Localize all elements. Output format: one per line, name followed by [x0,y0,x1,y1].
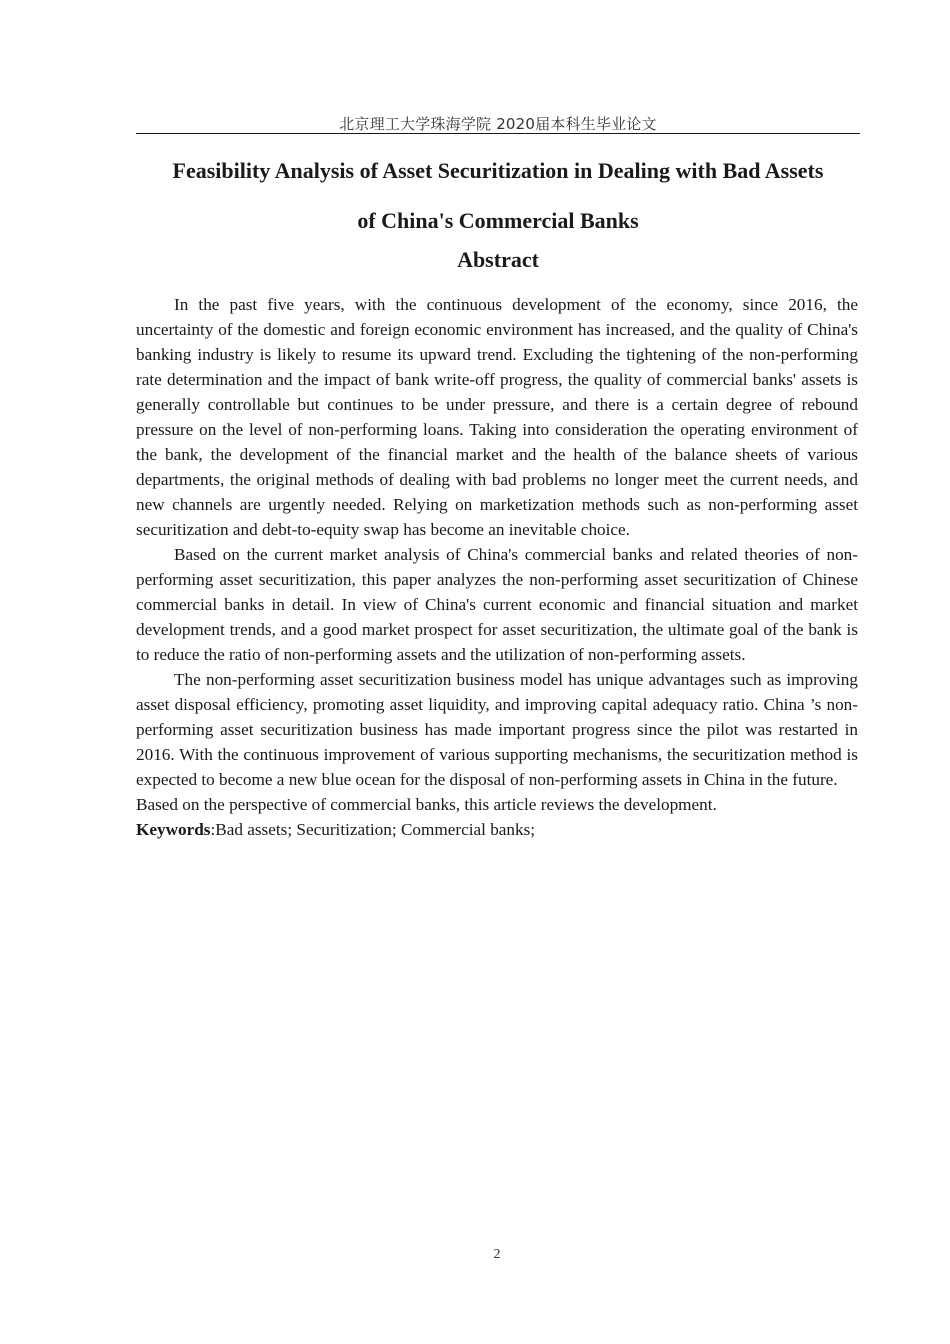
abstract-body [136,292,858,842]
abstract-paragraph-2: Based on the current market analysis of China's commercial banks and related theories of non-performing asset securitization, this paper analyzes the non-performing asset securitization of Chinese commercial banks in detail. In view of China's current economic and financial situation and market development trends, and a good market prospect for asset securitization, the ultimate goal of the bank is to reduce the ratio of non-performing assets and the utilization of non-performing assets. [136,545,858,664]
running-header: 北京理工大学珠海学院 2020届本科生毕业论文 [339,115,657,133]
abstract-paragraph-4: Based on the perspective of commercial banks, this article reviews the development. [136,795,717,814]
page-number: 2 [493,1247,501,1262]
keywords-text: :Bad assets; Securitization; Commercial banks; [210,820,536,839]
keywords-line [136,817,858,842]
title-line-1: Feasibility Analysis of Asset Securitization in Dealing with Bad Assets [172,158,824,183]
paper-title [136,146,860,246]
title-line-2: of China's Commercial Banks [357,208,639,233]
abstract-paragraph-3: The non-performing asset securitization business model has unique advantages such as improving asset disposal efficiency, promoting asset liquidity, and improving capital adequacy ratio. China ’s non-performing asset securitization business has made important progress since the pilot was restarted in 2016. With the continuous improvement of various supporting mechanisms, the securitization method is expected to become a new blue ocean for the disposal of non-performing assets in China in the future. [136,670,858,789]
keywords-label: Keywords [136,820,211,839]
abstract-heading: Abstract [457,247,539,272]
abstract-paragraph-1: In the past five years, with the continuous development of the economy, since 2016, the uncertainty of the domestic and foreign economic environment has increased, and the quality of China's banking industry is likely to resume its upward trend. Excluding the tightening of the non-performing rate determination and the impact of bank write-off progress, the quality of commercial banks' assets is generally controllable but continues to be under pressure, and there is a certain degree of rebound pressure on the level of non-performing loans. Taking into consideration the operating environment of the bank, the development of the financial market and the health of the balance sheets of various departments, the original methods of dealing with bad problems no longer meet the current needs, and new channels are urgently needed. Relying on marketization methods such as non-performing asset securitization and debt-to-equity swap has become an inevitable choice. [136,295,858,539]
header-rule [136,133,860,134]
